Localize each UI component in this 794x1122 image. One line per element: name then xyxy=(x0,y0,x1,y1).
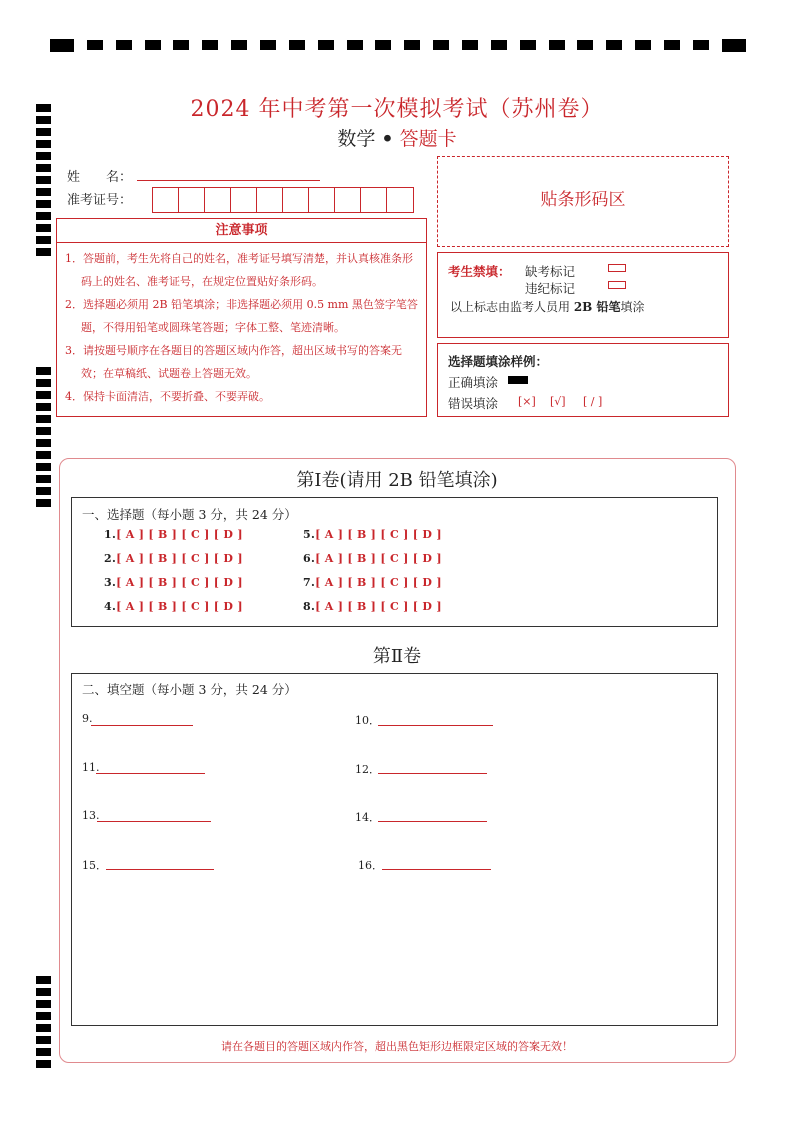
answer-line[interactable] xyxy=(382,869,491,870)
correct-fill-label: 正确填涂 xyxy=(448,375,499,390)
answer-line[interactable] xyxy=(378,725,493,726)
ticket-digit-box[interactable] xyxy=(257,188,283,212)
top-timing-marks xyxy=(50,38,746,52)
subject-name: 数学 xyxy=(337,128,376,150)
absent-label: 缺考标记 xyxy=(525,264,576,279)
card-name: 答题卡 xyxy=(399,128,457,150)
ticket-label: 准考证号： xyxy=(67,193,133,208)
timing-mark xyxy=(36,248,51,256)
timing-mark xyxy=(36,1024,51,1032)
forbid-label: 考生禁填： xyxy=(448,264,511,279)
ticket-digit-box[interactable] xyxy=(179,188,205,212)
ticket-digit-box[interactable] xyxy=(335,188,361,212)
blank-number: 15． xyxy=(82,859,107,872)
timing-mark xyxy=(606,40,622,50)
choice-section-heading: 一、选择题（每小题 3 分，共 24 分） xyxy=(82,507,297,522)
name-label: 姓 名： xyxy=(67,170,133,185)
barcode-label: 贴条形码区 xyxy=(540,190,626,210)
side-timing-marks-3 xyxy=(36,976,52,1068)
notice-item: 2．选择题必须用 2B 铅笔填涂；非选择题必须用 0.5 mm 黑色签字笔答题，不得用铅笔或圆珠笔答题；字体工整、笔迹清晰。 xyxy=(65,298,418,334)
ticket-digit-box[interactable] xyxy=(231,188,257,212)
ticket-digit-box[interactable] xyxy=(205,188,231,212)
timing-mark xyxy=(347,40,363,50)
timing-mark xyxy=(549,40,565,50)
timing-mark xyxy=(404,40,420,50)
timing-mark xyxy=(36,499,51,507)
notice-item: 3．请按题号顺序在各题目的答题区域内作答，超出区域书写的答案无效；在草稿纸、试题卷上答题无效。 xyxy=(65,344,402,380)
blank-number: 12． xyxy=(355,763,380,776)
violation-label: 违纪标记 xyxy=(525,281,576,296)
choice-row[interactable]: 3.[ A ] [ B ] [ C ] [ D ] xyxy=(104,576,243,589)
timing-mark xyxy=(36,415,51,423)
timing-mark xyxy=(577,40,593,50)
timing-mark xyxy=(116,40,132,50)
timing-mark xyxy=(635,40,651,50)
blank-number: 11. xyxy=(82,761,100,774)
answer-line[interactable] xyxy=(91,725,193,726)
notice-item: 4．保持卡面清洁，不要折叠、不要弄破。 xyxy=(65,390,270,403)
notice-panel xyxy=(56,218,427,417)
timing-mark xyxy=(36,1012,51,1020)
wrong-fill-sample: [ / ] xyxy=(583,395,603,408)
blank-number: 10． xyxy=(355,714,380,727)
blank-number: 13. xyxy=(82,809,100,822)
timing-mark xyxy=(87,40,103,50)
choice-row[interactable]: 2.[ A ] [ B ] [ C ] [ D ] xyxy=(104,552,243,565)
timing-mark xyxy=(36,427,51,435)
notice-heading: 注意事项 xyxy=(57,219,426,243)
answer-line[interactable] xyxy=(97,821,211,822)
exam-title: 2024 年中考第一次模拟考试（苏州卷） xyxy=(190,97,604,122)
blank-number: 16． xyxy=(358,859,383,872)
timing-mark xyxy=(36,988,51,996)
notice-item: 1．答题前，考生先将自己的姓名，准考证号填写清楚，并认真核准条形码上的姓名、准考证号，在规定位置贴好条形码。 xyxy=(65,252,413,288)
fill-section-heading: 二、填空题（每小题 3 分，共 24 分） xyxy=(82,682,297,697)
fill-example-heading: 选择题填涂样例： xyxy=(448,354,549,369)
part2-title: 第Ⅱ卷 xyxy=(372,646,422,667)
timing-mark xyxy=(145,40,161,50)
timing-mark xyxy=(36,1000,51,1008)
timing-mark xyxy=(36,224,51,232)
absent-mark-box[interactable] xyxy=(608,264,626,272)
fill-example-panel xyxy=(437,343,729,417)
timing-mark xyxy=(693,40,709,50)
timing-mark xyxy=(462,40,478,50)
answer-line[interactable] xyxy=(96,773,205,774)
timing-mark xyxy=(318,40,334,50)
violation-mark-box[interactable] xyxy=(608,281,626,289)
timing-mark xyxy=(260,40,276,50)
ticket-digit-box[interactable] xyxy=(283,188,309,212)
timing-mark xyxy=(36,367,51,375)
choice-row[interactable]: 7.[ A ] [ B ] [ C ] [ D ] xyxy=(303,576,442,589)
timing-mark xyxy=(491,40,507,50)
timing-mark xyxy=(36,176,51,184)
blank-number: 14． xyxy=(355,811,380,824)
name-field[interactable] xyxy=(137,180,320,181)
blank-number: 9. xyxy=(82,712,93,725)
timing-mark xyxy=(202,40,218,50)
exam-subtitle xyxy=(0,124,794,151)
correct-fill-sample xyxy=(508,376,528,384)
choice-row[interactable]: 1.[ A ] [ B ] [ C ] [ D ] xyxy=(104,528,243,541)
ticket-number-boxes[interactable] xyxy=(152,187,414,213)
timing-mark xyxy=(36,379,51,387)
ticket-digit-box[interactable] xyxy=(309,188,335,212)
choice-row[interactable]: 5.[ A ] [ B ] [ C ] [ D ] xyxy=(303,528,442,541)
timing-mark xyxy=(36,976,51,984)
wrong-fill-label: 错误填涂 xyxy=(448,396,499,411)
timing-mark xyxy=(36,439,51,447)
timing-mark xyxy=(36,236,51,244)
ticket-digit-box[interactable] xyxy=(153,188,179,212)
ticket-digit-box[interactable] xyxy=(361,188,387,212)
timing-mark xyxy=(36,188,51,196)
timing-mark xyxy=(375,40,391,50)
timing-mark xyxy=(173,40,189,50)
timing-mark xyxy=(36,1060,51,1068)
choice-row[interactable]: 8.[ A ] [ B ] [ C ] [ D ] xyxy=(303,600,442,613)
part1-title: 第Ⅰ卷(请用 2B 铅笔填涂) xyxy=(296,470,498,491)
timing-mark xyxy=(50,39,74,52)
wrong-fill-sample: [×] xyxy=(518,395,536,408)
ticket-digit-box[interactable] xyxy=(387,188,413,212)
choice-row[interactable]: 6.[ A ] [ B ] [ C ] [ D ] xyxy=(303,552,442,565)
footer-warning: 请在各题目的答题区域内作答，超出黑色矩形边框限定区域的答案无效！ xyxy=(221,1040,573,1053)
barcode-area xyxy=(437,156,729,247)
examiner-only-panel xyxy=(437,252,729,338)
timing-mark xyxy=(231,40,247,50)
timing-mark xyxy=(36,152,51,160)
answer-line[interactable] xyxy=(378,773,487,774)
timing-mark xyxy=(664,40,680,50)
timing-mark xyxy=(36,403,51,411)
subtitle-separator: • xyxy=(381,128,394,150)
answer-line[interactable] xyxy=(378,821,487,822)
choice-row[interactable]: 4.[ A ] [ B ] [ C ] [ D ] xyxy=(104,600,243,613)
forbid-note: 以上标志由监考人员用 2B 铅笔填涂 xyxy=(450,300,645,314)
timing-mark xyxy=(36,212,51,220)
timing-mark xyxy=(722,39,746,52)
wrong-fill-sample: [√] xyxy=(550,395,566,408)
timing-mark xyxy=(520,40,536,50)
timing-mark xyxy=(289,40,305,50)
timing-mark xyxy=(36,200,51,208)
timing-mark xyxy=(433,40,449,50)
timing-mark xyxy=(36,164,51,172)
timing-mark xyxy=(36,391,51,399)
timing-mark xyxy=(36,451,51,459)
answer-line[interactable] xyxy=(106,869,214,870)
